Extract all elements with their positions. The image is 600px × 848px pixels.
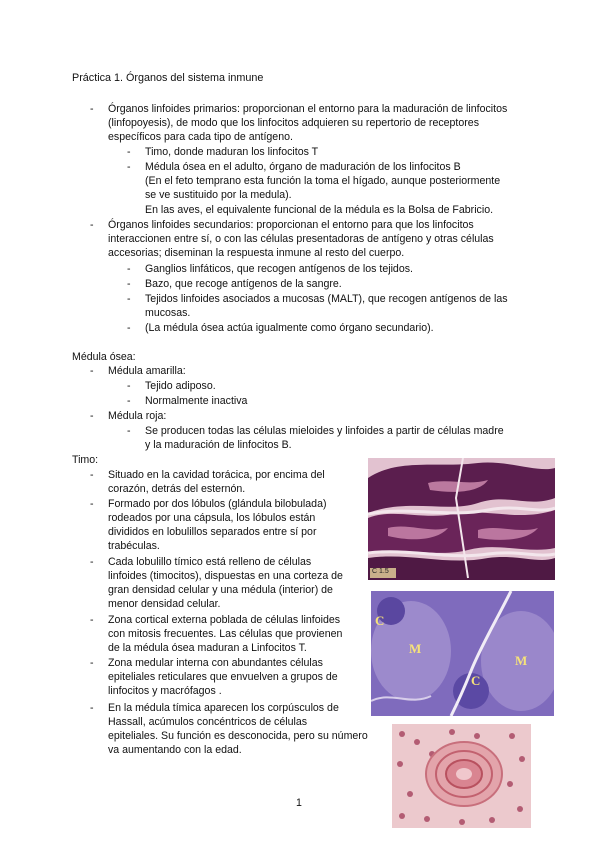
bullet-dash: - (90, 498, 94, 510)
text-line: (La médula ósea actúa igualmente como órgano secundario). (145, 322, 434, 334)
text-line: Zona cortical externa poblada de células linfoides (108, 614, 341, 626)
text-line: linfoides (timocitos), dispuestas en una corteza de (108, 570, 343, 582)
text-line: Médula amarilla: (108, 365, 186, 377)
bullet-dash: - (90, 702, 94, 714)
text-line: mucosas. (145, 307, 191, 319)
text-line: Bazo, que recoge antígenos de la sangre. (145, 278, 342, 290)
bullet-dash: - (127, 425, 131, 437)
text-line: Se producen todas las células mieloides y linfoides a partir de células madre (145, 425, 504, 437)
bullet-dash: - (127, 395, 131, 407)
text-line: Médula roja: (108, 410, 167, 422)
text-line: se ve sustituido por la medula). (145, 189, 292, 201)
bullet-dash: - (90, 657, 94, 669)
medulla-label: M (515, 653, 528, 668)
medulla-label: M (409, 641, 422, 656)
thymus-lobules-image (368, 458, 555, 580)
text-line: accesorias; diseminan la respuesta inmune al resto del cuerpo. (108, 247, 405, 259)
text-line: Hassall, acúmulos concéntricos de células (108, 716, 308, 728)
text-line: Normalmente inactiva (145, 395, 248, 407)
text-line: epiteliales reticulares que envuelven a grupos de (108, 671, 338, 683)
section-heading: Timo: (72, 454, 99, 466)
bullet-dash: - (127, 278, 131, 290)
bullet-dash: - (127, 263, 131, 275)
bullet-dash: - (127, 161, 131, 173)
text-line: En las aves, el equivalente funcional de la médula es la Bolsa de Fabricio. (145, 204, 494, 216)
bullet-dash: - (127, 380, 131, 392)
text-line: Médula ósea en el adulto, órgano de maduración de los linfocitos B (145, 161, 461, 173)
text-line: Cada lobulillo tímico está relleno de células (108, 556, 312, 568)
text-line: va aumentando con la edad. (108, 744, 242, 756)
text-line: Tejido adiposo. (145, 380, 216, 392)
page-title: Práctica 1. Órganos del sistema inmune (72, 72, 264, 84)
text-line: Timo, donde maduran los linfocitos T (145, 146, 319, 158)
text-line: específicos para cada tipo de antígeno. (108, 131, 293, 143)
text-line: menor densidad celular. (108, 598, 221, 610)
text-line: Tejidos linfoides asociados a mucosas (MALT), que recogen antígenos de las (145, 293, 508, 305)
page-number: 1 (296, 797, 302, 809)
text-line: Zona medular interna con abundantes células (108, 657, 323, 669)
section-heading: Médula ósea: (72, 351, 136, 363)
bullet-dash: - (90, 365, 94, 377)
text-line: gran densidad celular y una médula (interior) de (108, 584, 333, 596)
hassall-corpuscle-image (392, 724, 531, 828)
text-line: (En el feto temprano esta función la toma el hígado, aunque posteriormente (145, 175, 501, 187)
text-line: linfocitos y macrófagos . (108, 685, 222, 697)
text-line: de la médula ósea maduran a Linfocitos T. (108, 642, 307, 654)
text-line: trabéculas. (108, 540, 160, 552)
text-line: En la médula tímica aparecen los corpúsculos de (108, 702, 339, 714)
bullet-dash: - (90, 556, 94, 568)
bullet-dash: - (90, 219, 94, 231)
cortex-label: C (375, 613, 385, 628)
bullet-dash: - (90, 103, 94, 115)
bullet-dash: - (90, 614, 94, 626)
text-line: Formado por dos lóbulos (glándula bilobulada) (108, 498, 327, 510)
scale-label: C 1.5 (372, 568, 389, 575)
text-line: con mitosis frecuentes. Las células que provienen (108, 628, 343, 640)
bullet-dash: - (127, 293, 131, 305)
bullet-dash: - (127, 322, 131, 334)
text-line: y la maduración de linfocitos B. (145, 439, 292, 451)
text-line: rodeados por una cápsula, los lóbulos están (108, 512, 316, 524)
thymus-cortex-medulla-image (371, 591, 554, 716)
text-line: Ganglios linfáticos, que recogen antígenos de los tejidos. (145, 263, 413, 275)
bullet-dash: - (90, 410, 94, 422)
text-line: divididos en lobulillos separados entre sí por (108, 526, 317, 538)
text-line: epiteliales. Su función es desconocida, pero su número (108, 730, 368, 742)
text-line: corazón, detrás del esternón. (108, 483, 246, 495)
text-line: Órganos linfoides secundarios: proporcionan el entorno para que los linfocitos (108, 219, 474, 231)
bullet-dash: - (90, 469, 94, 481)
cortex-label: C (471, 673, 481, 688)
bullet-dash: - (127, 146, 131, 158)
text-line: (linfopoyesis), de modo que los linfocitos adquieren su repertorio de receptores (108, 117, 479, 129)
text-line: Órganos linfoides primarios: proporcionan el entorno para la maduración de linfocitos (108, 103, 508, 115)
text-line: interaccionen entre sí, o con las células presentadoras de antígeno y otras células (108, 233, 494, 245)
text-line: Situado en la cavidad torácica, por encima del (108, 469, 325, 481)
